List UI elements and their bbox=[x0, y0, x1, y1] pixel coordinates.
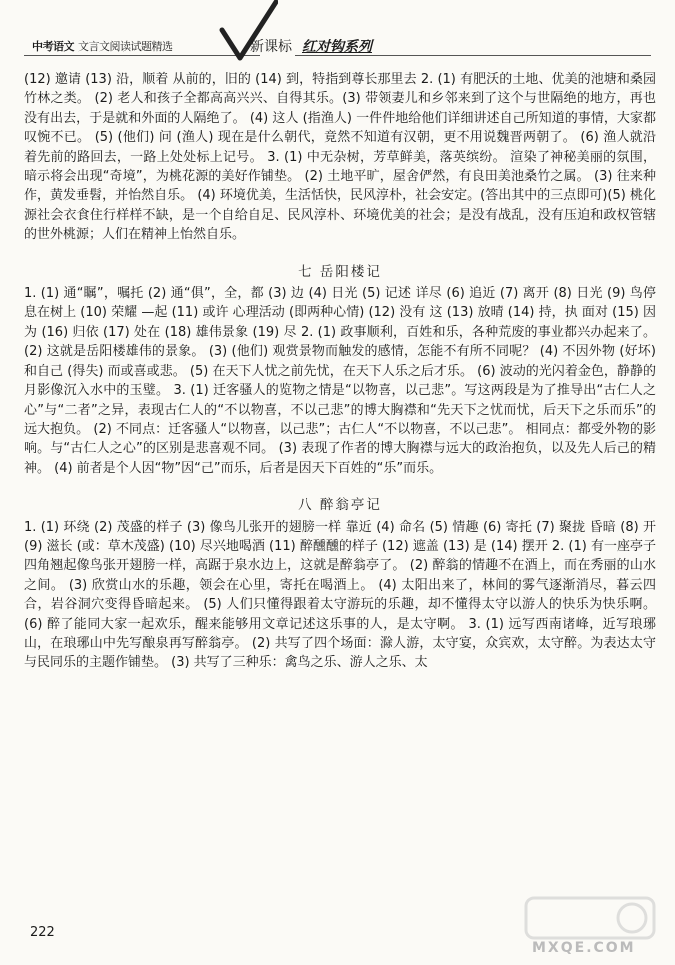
series-title bbox=[250, 36, 372, 56]
section8-title: 八 醉翁亭记 bbox=[298, 497, 382, 514]
section7-answers: 1. (1) 通“瞩”，嘱托 (2) 通“俱”，全，都 (3) 边 (4) 日光 (5) 记述 详尽 (6) 追近 (7) 离开 (8) 日光 (9) 鸟停息在树上 (10) 荣耀 —起 (11) 或许 心理活动 (即两种心情) (12) 没有 这 (13) 放晴 (14) 持，执 面对 (15) 因为 (16) 归依 (17) 处在 (18) 雄伟景象 (19) 尽 2. (1) 政事顺利，百姓和乐，各种荒废的事业都兴办起来了。 (2) 这就是岳阳楼雄伟的景象。 (3) (他们) 观赏景物而触发的感情，怎能不有所不同呢？ (4) 不因外物 (好坏) 和自己 (得失) 而或喜或悲。 (5) 在天下人忧之前先忧，在天下人乐之后才乐。 (6) 波动的光闪着金色，静静的月影像沉入水中的玉璧。 3. (1) 迁客骚人的览物之情是“以物喜，以己悲”。写这两段是为了推导出“古仁人之心”与“二者”之异，表现古仁人的“不以物喜，不以己悲”的博大胸襟和“先天下之忧而忧，后天下之乐而乐”的远大抱负。 (2) 不同点：迁客骚人“以物喜，以己悲”；古仁人“不以物喜，不以己悲”。 相同点：都受外物的影响。与“古仁人之心”的区别是悲喜观不同。 (3) 表现了作者的博大胸襟与远大的政治抱负，以及先人后己的精神。 (4) 前者是个人因“物”因“己”而乐，后者是因天下百姓的“乐”而乐。 bbox=[24, 286, 656, 476]
page-header bbox=[0, 0, 675, 62]
watermark-text: MXQE.COM bbox=[532, 940, 636, 956]
answer-content bbox=[24, 70, 656, 673]
brand-subtitle: 文言文阅读试题精选 bbox=[78, 40, 173, 53]
section6-answers: (12) 邀请 (13) 沿，顺着 从前的，旧的 (14) 到，特指到尊长那里去 2. (1) 有肥沃的土地、优美的池塘和桑园竹林之类。 (2) 老人和孩子全都高高兴兴、自得其乐。(3) 带领妻儿和乡邻来到了这个与世隔绝的地方，再也没有出去，于是就和外面的人隔绝了。 (4) 这人 (指渔人) 一件件地给他们详细讲述自己所知道的事情，大家都叹惋不已。 (5) (他们) 问 (渔人) 现在是什么朝代，竟然不知道有汉朝，更不用说魏晋两朝了。 (6) 渔人就沿着先前的路回去，一路上处处标上记号。 3. (1) 中无杂树，芳草鲜美，落英缤纷。 渲染了神秘美丽的氛围，暗示将会出现“奇境”，为桃花源的美好作铺垫。 (2) 土地平旷，屋舍俨然，有良田美池桑竹之属。 (3) 往来种作，黄发垂髫，并怡然自乐。 (4) 环境优美，生活恬快，民风淳朴，社会安定。(答出其中的三点即可)(5) 桃化源社会衣食住行样样不缺，是一个自给自足、民风淳朴、环境优美的社会；是没有战乱，没有压迫和政权管辖的世外桃源；人们在精神上怡然自乐。 bbox=[24, 72, 656, 243]
series-brand: 红对钩系列 bbox=[302, 39, 372, 55]
section8-answers: 1. (1) 环绕 (2) 茂盛的样子 (3) 像鸟儿张开的翅膀一样 靠近 (4) 命名 (5) 情趣 (6) 寄托 (7) 聚拢 昏暗 (8) 开 (9) 滋长 (或：草木茂盛) (10) 尽兴地喝酒 (11) 醉醺醺的样子 (12) 遮盖 (13) 是 (14) 摆开 2. (1) 有一座亭子四角翘起像鸟张开翅膀一样，高踞于泉水边上，这就是醉翁亭了。 (2) 醉翁的情趣不在酒上，而在秀丽的山水之间。 (3) 欣赏山水的乐趣，领会在心里，寄托在喝酒上。 (4) 太阳出来了，林间的雾气逐渐消尽，暮云四合，岩谷洞穴变得昏暗起来。 (5) 人们只懂得跟着太守游玩的乐趣，却不懂得太守以游人的快乐为快乐啊。 (6) 醉了能同大家一起欢乐，醒来能够用文章记述这乐事的人，是太守啊。 3. (1) 远写西南诸峰，近写琅琊山，在琅琊山中先写酿泉再写醉翁亭。 (2) 共写了四个场面：滁人游，太守宴，众宾欢，太守醉。为表达太守与民同乐的主题作铺垫。 (3) 共写了三种乐：禽鸟之乐、游人之乐、太 bbox=[24, 519, 656, 671]
series-label: 新课标 bbox=[250, 39, 292, 55]
brand-title: 中考语文 bbox=[32, 40, 74, 53]
book-brand bbox=[32, 38, 173, 54]
page-number: 222 bbox=[30, 925, 55, 940]
section7-title: 七 岳阳楼记 bbox=[298, 263, 382, 280]
